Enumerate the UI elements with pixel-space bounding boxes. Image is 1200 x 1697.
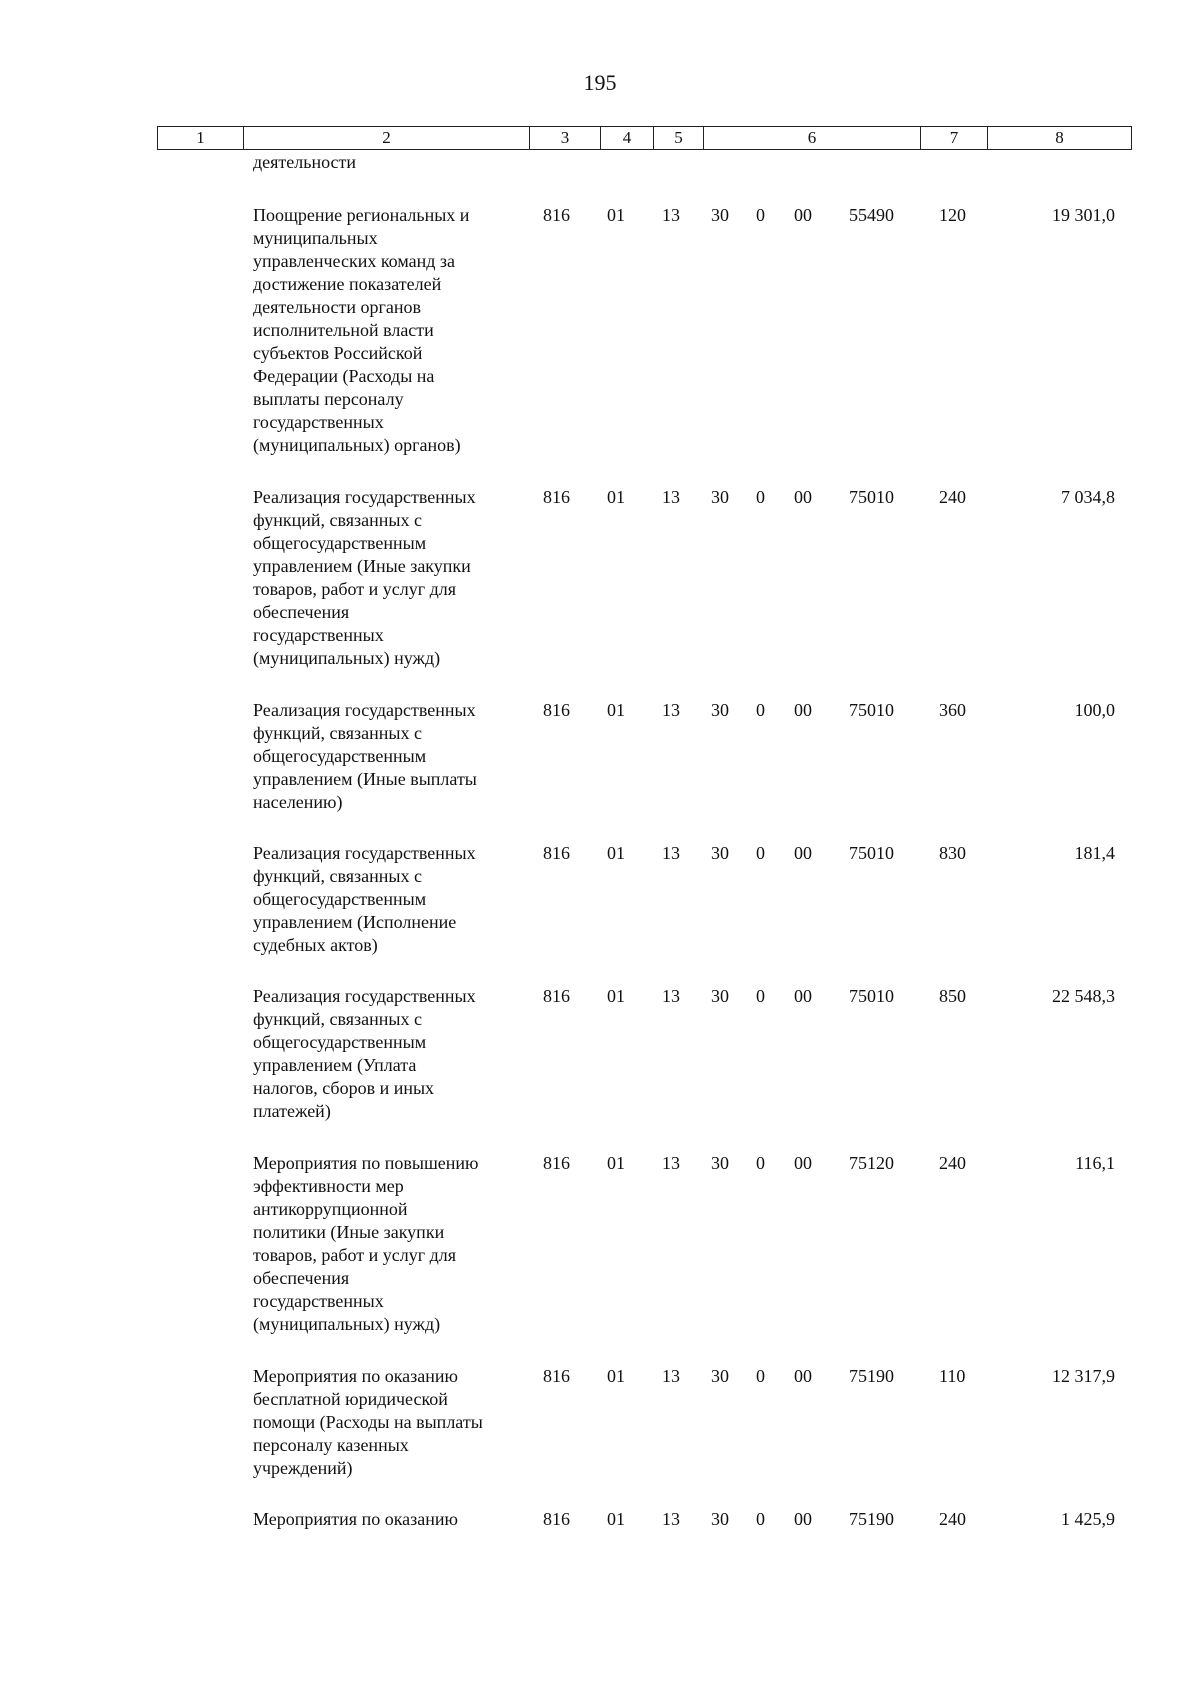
row-description: Мероприятия по оказанию бесплатной юридической помощи (Расходы на выплаты персоналу казенных учреждений) — [253, 1366, 483, 1478]
row-amount: 12 317,9 — [1052, 1366, 1115, 1386]
row-expense-type: 240 — [939, 1509, 966, 1529]
row-amount: 1 425,9 — [1061, 1509, 1115, 1529]
header-row — [158, 127, 1132, 150]
row-csr-subprogram: 0 — [756, 843, 765, 863]
row-subsection: 13 — [662, 700, 680, 720]
row-section: 01 — [607, 1509, 625, 1529]
row-csr-subprogram: 0 — [756, 1509, 765, 1529]
column-header-table — [157, 126, 1132, 150]
page-number: 195 — [583, 70, 617, 95]
row-description: Реализация государственных функций, связанных с общегосударственным управлением (Исполнение судебных актов) — [253, 843, 476, 955]
row-expense-type: 240 — [939, 487, 966, 507]
row-section: 01 — [607, 487, 625, 507]
row-description: Реализация государственных функций, связанных с общегосударственным управлением (Уплата налогов, сборов и иных платежей) — [253, 986, 476, 1121]
row-grbs: 816 — [543, 843, 570, 863]
row-description: Реализация государственных функций, связанных с общегосударственным управлением (Иные закупки товаров, работ и услуг для обеспечения государственных (муниципальных) нужд) — [253, 487, 476, 668]
row-csr-program: 30 — [711, 843, 729, 863]
row-subsection: 13 — [662, 487, 680, 507]
row-expense-type: 360 — [939, 700, 966, 720]
header-col-4: 4 — [601, 127, 654, 150]
row-amount: 19 301,0 — [1052, 205, 1115, 225]
row-expense-type: 110 — [939, 1366, 966, 1386]
row-csr-event: 00 — [794, 205, 812, 225]
row-csr-event: 00 — [794, 1509, 812, 1529]
row-csr-event: 00 — [794, 843, 812, 863]
row-grbs: 816 — [543, 487, 570, 507]
row-description: Реализация государственных функций, связанных с общегосударственным управлением (Иные выплаты населению) — [253, 700, 477, 812]
row-subsection: 13 — [662, 205, 680, 225]
row-csr-direction: 75190 — [849, 1366, 894, 1386]
row-amount: 100,0 — [1074, 700, 1115, 720]
continuation-text: деятельности — [253, 152, 357, 172]
row-csr-event: 00 — [794, 1366, 812, 1386]
row-grbs: 816 — [543, 205, 570, 225]
row-section: 01 — [607, 1153, 625, 1173]
row-csr-program: 30 — [711, 487, 729, 507]
row-csr-direction: 75010 — [849, 843, 894, 863]
row-csr-subprogram: 0 — [756, 700, 765, 720]
row-subsection: 13 — [662, 1153, 680, 1173]
row-subsection: 13 — [662, 843, 680, 863]
row-csr-subprogram: 0 — [756, 205, 765, 225]
row-grbs: 816 — [543, 700, 570, 720]
row-csr-program: 30 — [711, 986, 729, 1006]
header-col-3: 3 — [530, 127, 601, 150]
row-section: 01 — [607, 843, 625, 863]
row-description: Мероприятия по оказанию — [253, 1509, 458, 1529]
row-csr-direction: 75190 — [849, 1509, 894, 1529]
row-amount: 116,1 — [1075, 1153, 1115, 1173]
row-section: 01 — [607, 700, 625, 720]
row-csr-event: 00 — [794, 1153, 812, 1173]
header-col-8: 8 — [988, 127, 1132, 150]
row-section: 01 — [607, 205, 625, 225]
row-grbs: 816 — [543, 1509, 570, 1529]
row-csr-program: 30 — [711, 1509, 729, 1529]
row-subsection: 13 — [662, 1366, 680, 1386]
row-csr-direction: 75010 — [849, 700, 894, 720]
row-expense-type: 120 — [939, 205, 966, 225]
row-csr-subprogram: 0 — [756, 986, 765, 1006]
row-section: 01 — [607, 986, 625, 1006]
row-csr-program: 30 — [711, 1366, 729, 1386]
row-grbs: 816 — [543, 1153, 570, 1173]
row-description: Поощрение региональных и муниципальных управленческих команд за достижение показателей деятельности органов исполнительной власти субъектов Российской Федерации (Расходы на выплаты персоналу государственных (муниципальных) органов) — [253, 205, 470, 455]
row-csr-event: 00 — [794, 700, 812, 720]
row-expense-type: 240 — [939, 1153, 966, 1173]
row-expense-type: 850 — [939, 986, 966, 1006]
row-csr-program: 30 — [711, 205, 729, 225]
row-csr-program: 30 — [711, 1153, 729, 1173]
header-col-7: 7 — [921, 127, 988, 150]
header-col-1: 1 — [158, 127, 244, 150]
header-col-5: 5 — [654, 127, 704, 150]
row-csr-event: 00 — [794, 487, 812, 507]
row-csr-direction: 75010 — [849, 986, 894, 1006]
row-amount: 7 034,8 — [1061, 487, 1115, 507]
row-expense-type: 830 — [939, 843, 966, 863]
row-csr-subprogram: 0 — [756, 1153, 765, 1173]
row-csr-subprogram: 0 — [756, 487, 765, 507]
row-grbs: 816 — [543, 986, 570, 1006]
row-csr-direction: 75010 — [849, 487, 894, 507]
header-col-2: 2 — [244, 127, 530, 150]
row-csr-event: 00 — [794, 986, 812, 1006]
row-amount: 181,4 — [1074, 843, 1115, 863]
row-subsection: 13 — [662, 1509, 680, 1529]
row-csr-direction: 75120 — [849, 1153, 894, 1173]
row-description: Мероприятия по повышению эффективности мер антикоррупционной политики (Иные закупки товаров, работ и услуг для обеспечения государственных (муниципальных) нужд) — [253, 1153, 479, 1334]
row-subsection: 13 — [662, 986, 680, 1006]
header-col-6: 6 — [704, 127, 921, 150]
row-amount: 22 548,3 — [1052, 986, 1115, 1006]
row-csr-subprogram: 0 — [756, 1366, 765, 1386]
row-csr-direction: 55490 — [849, 205, 894, 225]
row-grbs: 816 — [543, 1366, 570, 1386]
row-section: 01 — [607, 1366, 625, 1386]
row-csr-program: 30 — [711, 700, 729, 720]
